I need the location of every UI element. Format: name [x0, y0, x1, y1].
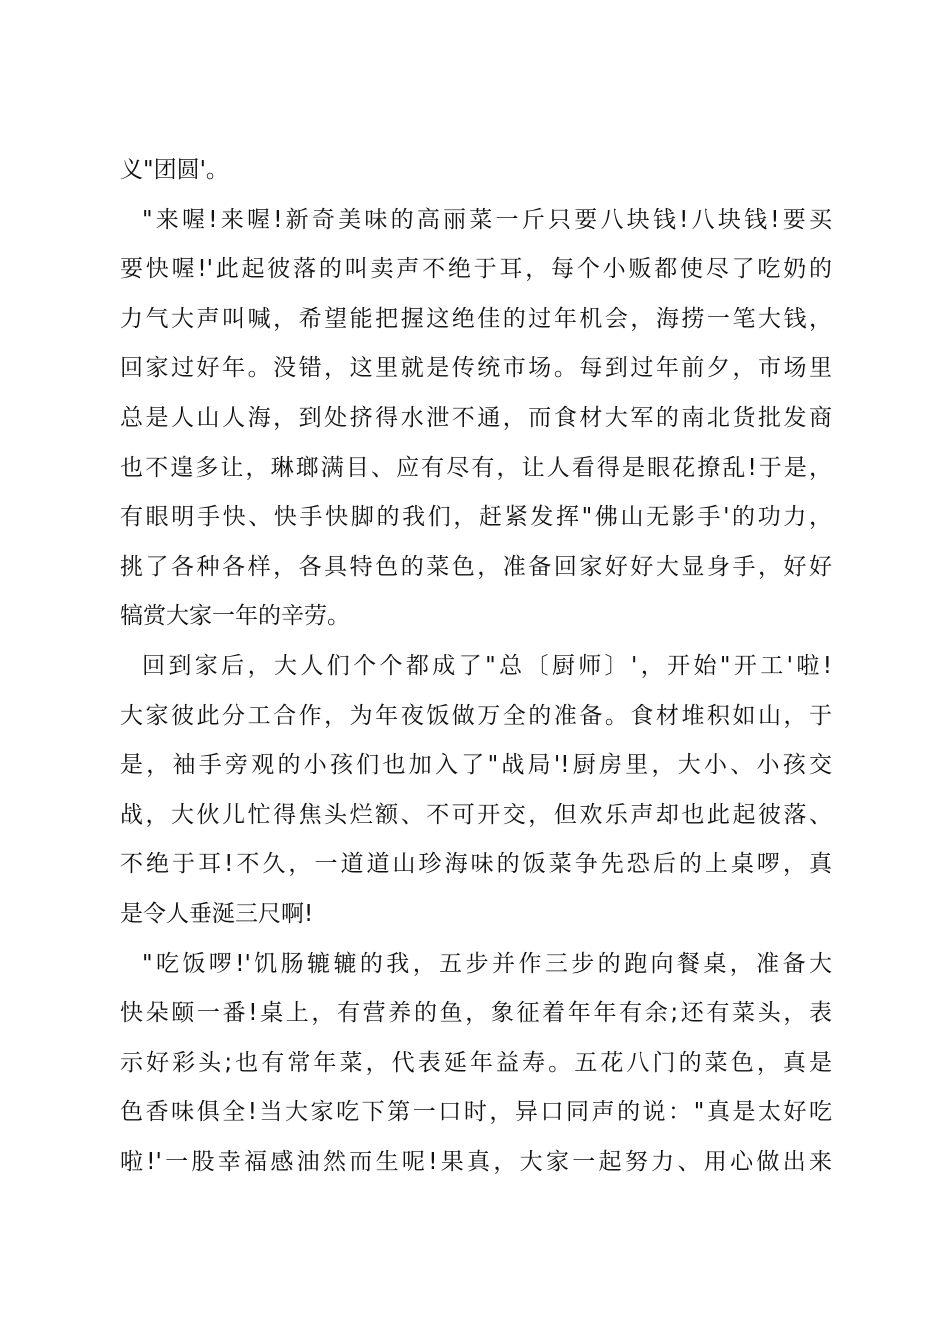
paragraph-start-line: 回到家后，大人们个个都成了"总〔厨师〕'，开始"开工'啦!	[142, 652, 832, 679]
text-line: 不绝于耳!不久，一道道山珍海味的饭菜争先恐后的上桌啰，真	[120, 851, 832, 878]
paragraph-start-line: "来喔!来喔!新奇美味的高丽菜一斤只要八块钱!八块钱!要买	[142, 206, 832, 233]
text-line: 要快喔!'此起彼落的叫卖声不绝于耳，每个小贩都使尽了吃奶的	[120, 256, 832, 283]
text-line: 犒赏大家一年的辛劳。	[120, 603, 350, 630]
text-line: 战，大伙儿忙得焦头烂额、不可开交，但欢乐声却也此起彼落、	[120, 801, 832, 828]
text-line: 快朵颐一番!桌上，有营养的鱼，象征着年年有余;还有菜头，表	[120, 1000, 832, 1027]
text-line: 义"团圆'。	[120, 157, 229, 183]
text-line: 也不遑多让，琳瑯满目、应有尽有，让人看得是眼花撩乱!于是，	[120, 454, 832, 481]
text-line: 挑了各种各样，各具特色的菜色，准备回家好好大显身手，好好	[120, 553, 832, 580]
text-line: 是，袖手旁观的小孩们也加入了"战局'!厨房里，大小、小孩交	[120, 752, 832, 779]
paragraph-start-line: "吃饭啰!'饥肠辘辘的我，五步并作三步的跑向餐桌，准备大	[142, 950, 832, 977]
text-line: 力气大声叫喊，希望能把握这绝佳的过年机会，海捞一笔大钱，	[120, 305, 832, 332]
article-body	[120, 146, 832, 1187]
text-line: 示好彩头;也有常年菜，代表延年益寿。五花八门的菜色，真是	[120, 1049, 832, 1076]
text-line: 有眼明手快、快手快脚的我们，赶紧发挥"佛山无影手'的功力，	[120, 504, 832, 531]
text-line: 大家彼此分工合作，为年夜饭做万全的准备。食材堆积如山，于	[120, 702, 832, 729]
text-line: 色香味俱全!当大家吃下第一口时，异口同声的说："真是太好吃	[120, 1099, 832, 1126]
text-line: 是令人垂涎三尺啊!	[120, 900, 314, 927]
text-line: 啦!'一股幸福感油然而生呢!果真，大家一起努力、用心做出来	[120, 1148, 832, 1175]
text-line: 总是人山人海，到处挤得水泄不通，而食材大军的南北货批发商	[120, 404, 832, 431]
text-line: 回家过好年。没错，这里就是传统市场。每到过年前夕，市场里	[120, 355, 832, 382]
